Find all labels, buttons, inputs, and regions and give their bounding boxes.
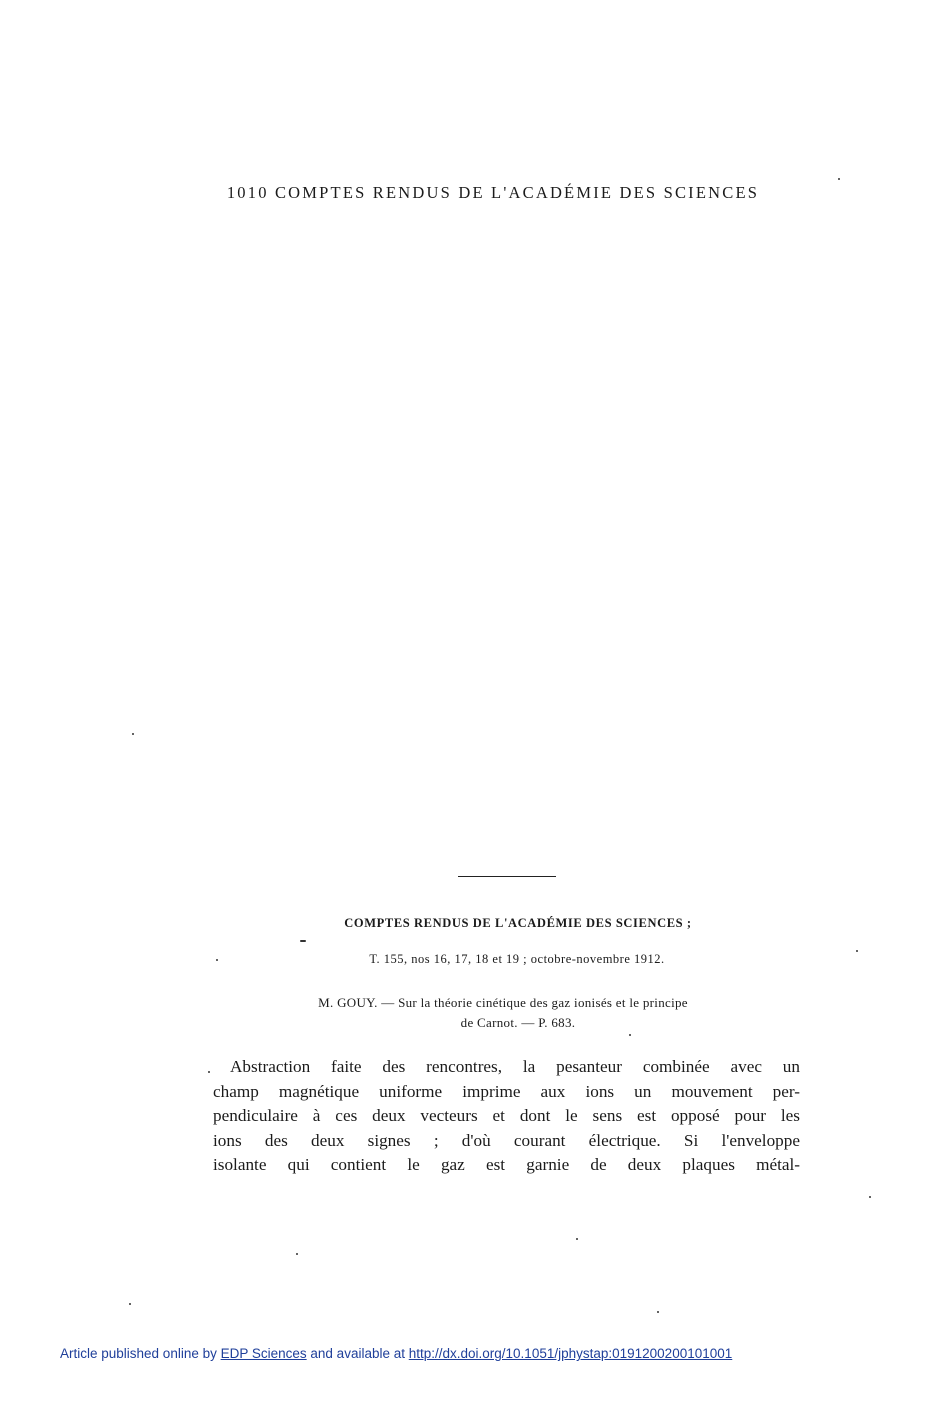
section-title: COMPTES RENDUS DE L'ACADÉMIE DES SCIENCES ;	[344, 916, 692, 930]
footer-middle: and available at	[306, 1346, 409, 1361]
scan-speck	[129, 1303, 131, 1305]
scan-speck	[657, 1311, 659, 1313]
scan-speck	[132, 733, 134, 735]
scan-speck	[856, 950, 858, 952]
section-divider	[458, 876, 556, 877]
body-line: pendiculaire à ces deux vecteurs et dont le sens est opposé pour les	[213, 1106, 800, 1125]
volume-reference: T. 155, nos 16, 17, 18 et 19 ; octobre-novembre 1912.	[369, 952, 665, 966]
scan-speck	[296, 1253, 298, 1255]
scan-speck	[629, 1034, 631, 1036]
body-line: isolante qui contient le gaz est garnie de deux plaques métal-	[213, 1155, 800, 1174]
body-line: ions des deux signes ; d'où courant électrique. Si l'enveloppe	[213, 1130, 800, 1150]
scan-speck	[838, 178, 840, 180]
scan-speck	[208, 1071, 210, 1073]
body-line: champ magnétique uniforme imprime aux ions un mouvement per-	[213, 1081, 800, 1101]
scan-speck	[300, 940, 306, 942]
article-body	[213, 1055, 800, 1178]
scan-speck	[869, 1196, 871, 1198]
article-heading-line-1: M. GOUY. — Sur la théorie cinétique des gaz ionisés et le principe	[318, 995, 688, 1010]
edp-sciences-link[interactable]: EDP Sciences	[220, 1346, 307, 1361]
body-line: Abstraction faite des rencontres, la pesanteur combinée avec un	[230, 1057, 800, 1076]
publication-footer	[60, 1346, 732, 1361]
scan-speck	[216, 959, 218, 961]
article-heading-line-2: de Carnot. — P. 683.	[460, 1015, 576, 1030]
scan-speck	[576, 1238, 578, 1240]
running-head: 1010 COMPTES RENDUS DE L'ACADÉMIE DES SCIENCES	[226, 183, 760, 202]
doi-link[interactable]: http://dx.doi.org/10.1051/jphystap:0191200200101001	[408, 1346, 733, 1361]
footer-prefix: Article published online by	[60, 1346, 221, 1361]
